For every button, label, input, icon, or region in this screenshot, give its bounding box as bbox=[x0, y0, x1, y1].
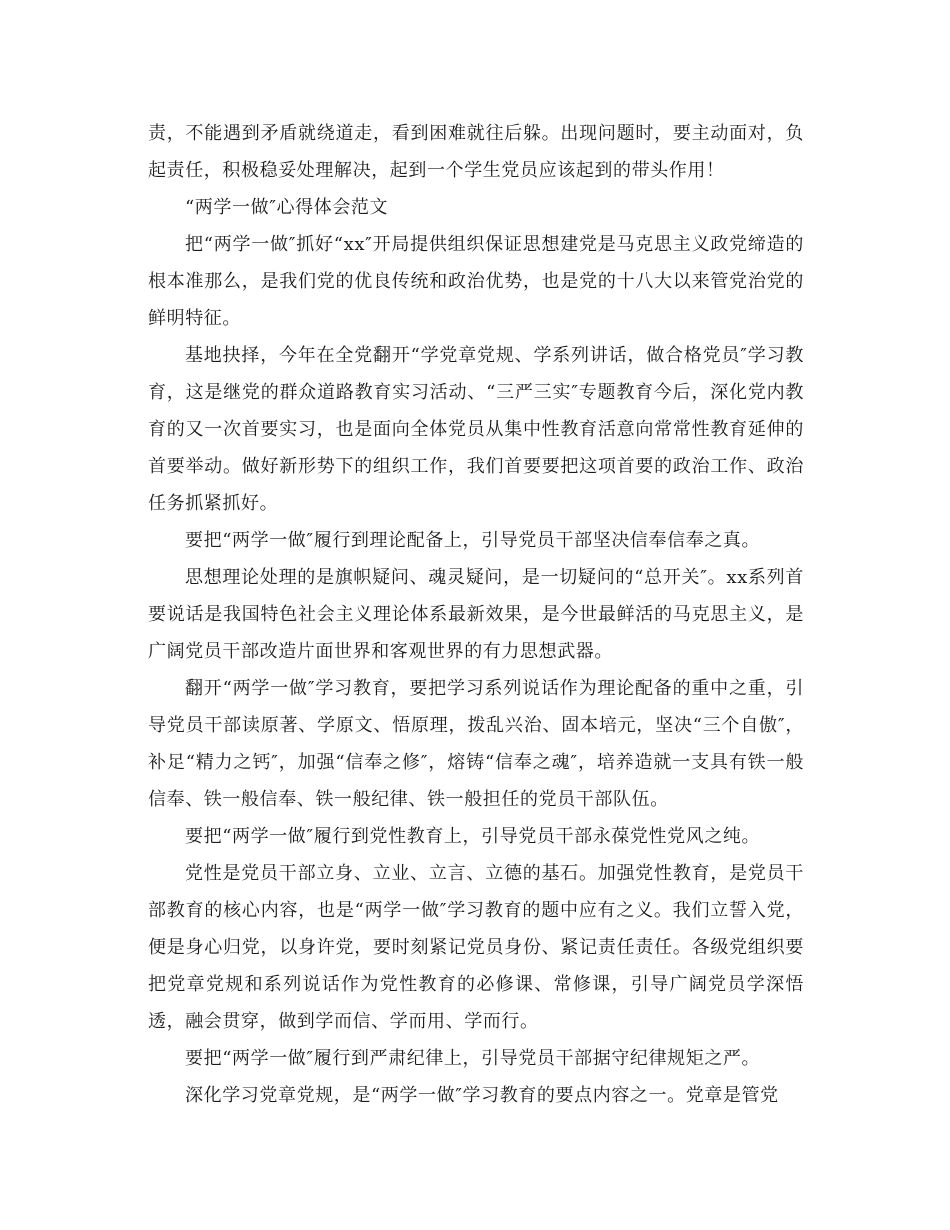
paragraph-4: 基地抉择，今年在全党翻开“学党章党规、学系列讲话，做合格党员″学习教育，这是继党的群众道路教育实习活动、“三严三实″专题教育今后，深化党内教育的又一次首要实习，也是面向全体党员从集中性教育活意向常常性教育延伸的首要举动。做好新形势下的组织工作，我们首要要把这项首要的政治工作、政治任务抓紧抓好。 bbox=[148, 345, 804, 514]
document-body bbox=[148, 115, 804, 1114]
paragraph-8: 要把“两学一做″履行到党性教育上，引导党员干部永葆党性党风之纯。 bbox=[185, 826, 761, 847]
paragraph-5: 要把“两学一做″履行到理论配备上，引导党员干部坚决信奉信奉之真。 bbox=[185, 530, 761, 551]
paragraph-heading: “两学一做″心得体会范文 bbox=[185, 197, 389, 218]
paragraph-3: 把“两学一做″抓好“xx″开局提供组织保证思想建党是马克思主义政党缔造的根本准那么，是我们党的优良传统和政治优势，也是党的十八大以来管党治党的鲜明特征。 bbox=[148, 234, 804, 329]
paragraph-7: 翻开“两学一做″学习教育，要把学习系列说话作为理论配备的重中之重，引导党员干部读原著、学原文、悟原理，拨乱兴治、固本培元，坚决“三个自傲″，补足“精力之钙″，加强“信奉之修″，熔铸“信奉之魂″，培养造就一支具有铁一般信奉、铁一般信奉、铁一般纪律、铁一般担任的党员干部队伍。 bbox=[148, 678, 804, 810]
paragraph-6: 思想理论处理的是旗帜疑问、魂灵疑问，是一切疑问的“总开关″。xx系列首要说话是我国特色社会主义理论体系最新效果，是今世最鲜活的马克思主义，是广阔党员干部改造片面世界和客观世界的有力思想武器。 bbox=[148, 567, 804, 662]
paragraph-1: 责，不能遇到矛盾就绕道走，看到困难就往后躲。出现问题时，要主动面对，负起责任，积极稳妥处理解决，起到一个学生党员应该起到的带头作用！ bbox=[148, 123, 804, 181]
paragraph-10: 要把“两学一做″履行到严肃纪律上，引导党员干部据守纪律规矩之严。 bbox=[185, 1048, 761, 1069]
paragraph-9: 党性是党员干部立身、立业、立言、立德的基石。加强党性教育，是党员干部教育的核心内容，也是“两学一做″学习教育的题中应有之义。我们立誓入党，便是身心归党，以身许党，要时刻紧记党员身份、紧记责任责任。各级党组织要把党章党规和系列说话作为党性教育的必修课、常修课，引导广阔党员学深悟透，融会贯穿，做到学而信、学而用、学而行。 bbox=[148, 863, 804, 1032]
paragraph-11: 深化学习党章党规，是“两学一做″学习教育的要点内容之一。党章是管党 bbox=[185, 1085, 779, 1106]
